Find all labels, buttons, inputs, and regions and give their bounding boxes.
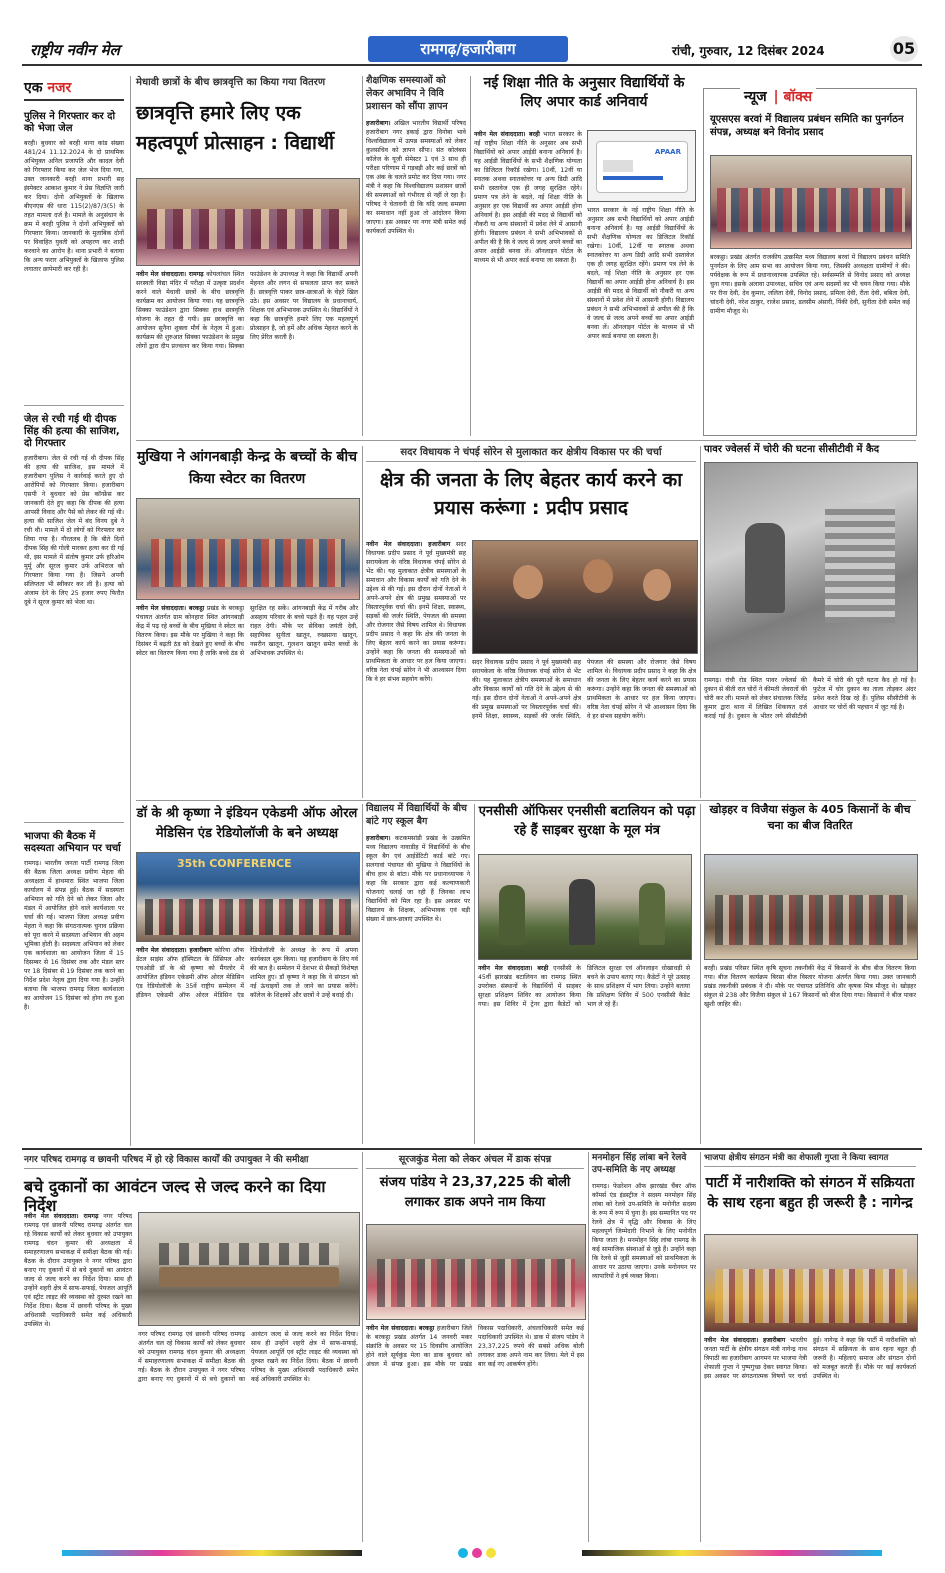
scholarship-headline: छात्रवृत्ति हमारे लिए एक महत्वपूर्ण प्रोत्साहन : विद्यार्थी bbox=[136, 102, 335, 154]
pradeep-text-cont: सदर विधायक प्रदीप प्रसाद ने पूर्व मुख्यमंत्री सह सरायकेला के वरिष्ठ विधायक चंपई सोरेन से भेंट की। यह मुलाकात क्षेत्रीय समस्याओं के समाधान और विकास कार्यों को गति देने के उद्देश्य से की गई। इस दौरान दोनों नेताओं ने अपने-अपने क्षेत्र की प्रमुख समस्याओं पर विस्तारपूर्वक चर्चा की। इनमें शिक्षा, स्वास्थ्य, सड़कों की जर्जर स्थिति, पेयजल की समस्या और रोजगार जैसे विषय शामिल थे। विधायक प्रदीप प्रसाद ने कहा कि क्षेत्र की जनता के लिए बेहतर कार्य करने का प्रयास करूंगा। उन्होंने कहा कि जनता की समस्याओं को प्राथमिकता के आधार पर हल किया जाएगा। वरिष्ठ नेता चंपई सोरेन ने भी आश्वासन दिया कि वे हर संभव सहयोग करेंगे। bbox=[472, 659, 696, 720]
shops-body-left bbox=[24, 1212, 132, 1538]
women-text: भारतीय जनता पार्टी के क्षेत्रीय संगठन मंत्री नागेन्द्र नाथ त्रिपाठी का हजारीबाग आगमन पर भाजपा नेत्री शेफाली गुप्ता ने पुष्पगुच्छ देकर स्वागत किया। इस अवसर पर संगठनात्मक विषयों पर चर्चा हुई। नागेन्द्र ने कहा कि पार्टी में नारीशक्ति को संगठन में सक्रियता के साथ रहना बहुत ही जरूरी है। महिलाएं समाज और संगठन दोनों को मजबूत करती हैं। मौके पर कई कार्यकर्ता उपस्थित थे। bbox=[704, 1337, 916, 1380]
brief3-headline: भाजपा की बैठक में सदस्यता अभियान पर चर्चा bbox=[24, 831, 121, 854]
story-shops bbox=[24, 1152, 358, 1542]
doctor-byline: नवीन मेल संवाददाता। हजारीबाग bbox=[136, 947, 212, 954]
page-number: 05 bbox=[890, 36, 918, 62]
section-banner bbox=[368, 36, 568, 62]
anganwadi-body bbox=[136, 604, 358, 796]
news-box-photo bbox=[710, 155, 912, 249]
story-pradeep bbox=[366, 444, 696, 796]
apaar-text-cont: भारत सरकार के नई राष्ट्रीय शिक्षा नीति के अनुसार अब सभी विद्यार्थियों को अपार आईडी बनाना अनिवार्य है। यह आईडी विद्यार्थियों के सभी शैक्षणिक योग्यता का डिजिटल रिकॉर्ड रखेगा। 10वीं, 12वीं या स्नातक अथवा स्नातकोत्तर या अन्य डिग्री आदि सभी दस्तावेज एक ही जगह सुरक्षित रहेंगे। प्रमाण पत्र लेने के बदले, नई शिक्षा नीति के अनुसार हर एक विद्यार्थी का अपार आईडी होना अनिवार्य है। इस आईडी की मदद से विद्यार्थी को नौकरी या अन्य संस्थानों में प्रवेश लेने में आसानी होगी। विद्यालय प्रबंधन ने सभी अभिभावकों से अपील की है कि वे जल्द से जल्द अपने बच्चों का अपार आईडी बनवा लें। ऑनलाइन पोर्टल के माध्यम से भी अपार कार्ड बनाया जा सकता है। bbox=[587, 207, 694, 340]
box-label: बॉक्स bbox=[783, 89, 813, 105]
pradeep-photo bbox=[472, 540, 698, 654]
ncc-byline: नवीन मेल संवाददाता। बरही bbox=[478, 965, 549, 972]
apaar-body-left bbox=[474, 130, 582, 430]
sanjay-body bbox=[366, 1324, 584, 1538]
pradeep-byline: नवीन मेल संवाददाता। हजारीबाग bbox=[366, 541, 451, 548]
sanjay-kicker: सूरजकुंड मेला को लेकर अंचल में डाक संपन्न bbox=[398, 1154, 552, 1165]
pradeep-body-left bbox=[366, 540, 466, 794]
pradeep-kicker: सदर विधायक ने चंपई सोरेन से मुलाकात कर क्षेत्रीय विकास पर की चर्चा bbox=[400, 447, 662, 458]
abvp-kicker: शैक्षणिक समस्याओं को लेकर अभाविप ने विवि प्रशासन को सौंपा ज्ञापन bbox=[366, 75, 448, 112]
conference-banner: 35th CONFERENCE bbox=[177, 857, 292, 870]
shops-text: नगर परिषद रामगढ़ एवं छावनी परिषद रामगढ़ अंतर्गत चल रहे विकास कार्यों को लेकर बुधवार को उपायुक्त रामगढ़ चंदन कुमार की अध्यक्षता में समाहरणालय सभाकक्ष में समीक्षा बैठक की गई। बैठक के दौरान उपायुक्त ने नगर परिषद द्वारा बनाए गए दुकानों में से बचे दुकानों का आवंटन जल्द से जल्द करने का निर्देश दिया। साथ ही उन्होंने शहरी क्षेत्र में साफ-सफाई, पेयजल आपूर्ति एवं स्ट्रीट लाइट की व्यवस्था को दुरुस्त रखने का निर्देश दिया। बैठक में छावनी परिषद के मुख्य अधिशासी पदाधिकारी समेत कई अधिकारी उपस्थित थे। bbox=[24, 1213, 132, 1328]
women-headline: पार्टी में नारीशक्ति को संगठन में सक्रियता के साथ रहना बहुत ही जरूरी है : नागेन्द्र bbox=[705, 1175, 915, 1211]
label-nazar: नजर bbox=[47, 80, 72, 96]
seed-headline: खोड़हर व विजैया संकुल के 405 किसानों के बीच चना का बीज वितरित bbox=[709, 803, 911, 832]
pradeep-body-right bbox=[472, 658, 696, 794]
ncc-headline: एनसीसी ऑफिसर एनसीसी बटालियन को पढ़ा रहे हैं साइबर सुरक्षा के मूल मंत्र bbox=[478, 804, 696, 838]
sanjay-text: हजारीबाग जिले के बरकट्ठा प्रखंड अंतर्गत 14 जनवरी मकर संक्रांति के अवसर पर 15 दिवसीय आयोजित होने वाले सूर्यकुंड मेला का डाक बुधवार को अंचल में संपन्न हुआ। इस मौके पर प्रखंड विकास पदाधिकारी, अंचलाधिकारी समेत कई पदाधिकारी उपस्थित थे। डाक में संजय पांडेय ने 23,37,225 रुपये की सबसे अधिक बोली लगाकर डाक अपने नाम कर लिया। मेले में इस बार कई नए आकर्षण होंगे। bbox=[366, 1325, 584, 1368]
story-ncc bbox=[478, 802, 696, 1142]
anganwadi-byline: नवीन मेल संवाददाता। बरकट्ठा bbox=[136, 605, 205, 612]
shops-kicker: नगर परिषद रामगढ़ व छावनी परिषद में हो रहे विकास कार्यों की उपायुक्त ने की समीक्षा bbox=[24, 1155, 309, 1165]
story-apaar bbox=[474, 74, 694, 434]
cctv-photo bbox=[704, 462, 918, 672]
sanjay-headline: संजय पांडेय ने 23,37,225 की बोली लगाकर डाक अपने नाम किया bbox=[379, 1175, 571, 1210]
news-box-label: न्यूज | बॉक्स bbox=[740, 87, 816, 106]
scholarship-text: कोयलांचल स्थित सरस्वती विद्या मंदिर में परीक्षा में उत्कृष्ट प्रदर्शन करने वाले मेधावी छात्रों के बीच छात्रवृत्ति कार्यक्रम का आयोजन किया गया। यह छात्रवृत्ति सिक्का फाउंडेशन द्वारा सिक्का हाथ छात्रवृत्ति योजना के तहत दी गयी। इस छात्रवृत्ति का आयोजन सुनैना शुक्ला मौर्य के नेतृत्व में हुआ। कार्यक्रम की शुरुआत सिक्का फाउंडेशन के प्रमुख लोगों द्वारा दीप प्रज्वलन कर किया गया। सिक्का फाउंडेशन के उपाध्यक्ष ने कहा कि विद्यार्थी अपनी मेहनत और लगन से सफलता प्राप्त कर सकते हैं। छात्रवृत्ति पाकर छात्र-छात्राओं के चेहरे खिल उठे। इस अवसर पर विद्यालय के प्रधानाचार्य, शिक्षक एवं अभिभावक उपस्थित थे। विद्यार्थियों ने कहा कि छात्रवृत्ति हमारे लिए एक महत्वपूर्ण प्रोत्साहन है, जो हमें और अधिक मेहनत करने के लिए प्रेरित करती है। bbox=[136, 271, 358, 350]
story-schoolbag bbox=[366, 802, 470, 1142]
story-railway bbox=[592, 1152, 696, 1542]
abvp-text: अखिल भारतीय विद्यार्थी परिषद हजारीबाग नगर इकाई द्वारा विनोबा भावे विश्वविद्यालय में उत्पन्न समस्याओं को लेकर कुलसचिव को ज्ञापन सौंपा। संत कोलंबस कॉलेज के यूजी सेमेस्टर 1 एवं 3 साथ ही परीक्षा परिणाम में गड़बड़ी और कई छात्रों को एक अंक के चलते प्रमोट कर दिया गया। नगर मंत्री ने कहा कि विश्वविद्यालय प्रशासन छात्रों की समस्याओं को गंभीरता से नहीं ले रहा है। परिषद ने चेतावनी दी कि यदि जल्द समस्या का समाधान नहीं हुआ तो आंदोलन किया जाएगा। इस अवसर पर नगर मंत्री समेत कई कार्यकर्ता उपस्थित थे। bbox=[366, 120, 466, 235]
shops-body-right bbox=[138, 1330, 358, 1538]
scholarship-photo bbox=[136, 178, 360, 266]
women-byline: नवीन मेल संवाददाता। हजारीबाग bbox=[704, 1337, 786, 1344]
dateline: रांची, गुरुवार, 12 दिसंबर 2024 bbox=[672, 44, 825, 58]
theft-body: रामगढ़। रांची रोड स्थित पावर ज्वेलर्स की दुकान से बीती रात चोरों ने कीमती जेवरातों की चोरी कर ली। मामले को लेकर संचालक जितेंद्र कुमार द्वारा थाना में लिखित शिकायत दर्ज कराई गई है। दुकान के भीतर लगे सीसीटीवी कैमरे में चोरी की पूरी घटना कैद हो गई है। फुटेज में चोर दुकान का ताला तोड़कर अंदर प्रवेश करते दिख रहे हैं। पुलिस सीसीटीवी के आधार पर चोरों की पहचान में जुट गई है। bbox=[704, 677, 916, 720]
ncc-photo bbox=[478, 854, 692, 960]
schoolbag-kicker: विद्यालय में विद्यार्थियों के बीच बांटे गए स्कूल बैग bbox=[366, 803, 467, 827]
shops-photo bbox=[138, 1212, 360, 1326]
women-body bbox=[704, 1336, 916, 1538]
ncc-text: एनसीसी के 45वीं झारखंड बटालियन का रामगढ़ स्थित उपरोक्त संस्थानों के विद्यार्थियों में साइबर सुरक्षा प्रशिक्षण शिविर का आयोजन किया गया। इस शिविर में ट्रेनर द्वारा कैडेटों को डिजिटल सुरक्षा एवं ऑनलाइन धोखाधड़ी से बचने के उपाय बताए गए। कैडेटों ने पूरे उत्साह के साथ प्रशिक्षण में भाग लिया। उन्होंने बताया कि प्रशिक्षण शिविर में 500 एनसीसी कैडेट भाग ले रहे हैं। bbox=[478, 965, 690, 1008]
pradeep-headline: क्षेत्र की जनता के लिए बेहतर कार्य करने का प्रयास करूंगा : प्रदीप प्रसाद bbox=[379, 469, 683, 519]
story-scholarship bbox=[136, 74, 358, 432]
news-box-headline: यूएसएस बरवां में विद्यालय प्रबंधन समिति का पुनर्गठन संपन्न, अध्यक्ष बने विनोद प्रसाद bbox=[710, 114, 904, 138]
brief3-body: रामगढ़। भारतीय जनता पार्टी रामगढ़ जिला की बैठक जिला अध्यक्ष प्रवीण मेहता की अध्यक्षता में हाथमारा स्थित भाजपा जिला कार्यालय में संपन्न हुई। बैठक में सदस्यता अभियान को गति देने को लेकर जिला और मंडल में आयोजित होने वाले कार्यशाला पर चर्चा की गई। भाजपा जिला अध्यक्ष प्रवीण मेहता ने कहा कि संगठनात्मक चुनाव प्रक्रिया को पूरा करने में सदस्यता अभियान की अहम भूमिका होती है। सदस्यता अभियान को लेकर एक कार्यशाला का आयोजन जिला में 15 दिसम्बर से 16 दिसंबर तक और मंडल स्तर पर 18 दिसंबर से 19 दिसंबर तक करने का निर्देश प्रदेश नेतृत्व द्वारा दिया गया है। उन्होंने बताया कि भाजपा रामगढ़ जिला कार्यशाला का आयोजन 15 दिसंबर को होना तय हुआ है। bbox=[24, 860, 124, 1011]
apaar-headline: नई शिक्षा नीति के अनुसार विद्यार्थियों के लिए अपार कार्ड अनिवार्य bbox=[483, 75, 685, 110]
story-abvp bbox=[366, 74, 466, 434]
story-women bbox=[704, 1152, 916, 1542]
schoolbag-text: कटकमसांडी प्रखंड के उत्क्रमित मध्य विद्यालय नावाडीह में विद्यार्थियों के बीच स्कूल बैग एवं आईडेंटिटी कार्ड बांटे गए। सलगावां पंचायत की मुखिया ने विद्यार्थियों के बीच हाथ से बांटा। मौके पर प्रधानाध्यापक ने कहा कि सरकार द्वारा कई कल्याणकारी योजनाएं चलाई जा रही हैं जिनका लाभ विद्यार्थियों को मिल रहा है। इस अवसर पर विद्यालय के शिक्षक, अभिभावक एवं बड़ी संख्या में छात्र-छात्राएं उपस्थित थे। bbox=[366, 835, 470, 923]
story-doctor bbox=[136, 804, 358, 1144]
news-box bbox=[703, 88, 917, 436]
scholarship-body bbox=[136, 270, 358, 428]
seed-photo bbox=[704, 854, 918, 960]
brief2-headline: जेल से रची गई थी दीपक सिंह की हत्या की साजिश, दो गिरफ्तार bbox=[24, 414, 120, 449]
railway-kicker: मनमोहन सिंह लांबा बने रेलवे उप-समिति के नए अध्यक्ष bbox=[592, 1153, 687, 1175]
doctor-text: कोरिया ऑफ डेंटल साइंस ऑफ हॉस्पिटल के प्रिंसिपल और एचओडी डॉ के श्री कृष्णा को मैंगलोर में आयोजित इंडियन एकेडमी ऑफ ओरल मेडिसिन एंड रेडियोलॉजी के 35वें राष्ट्रीय सम्मेलन में इंडियन एकेडमी ऑफ ओरल मेडिसिन एंड रेडियोलॉजी के अध्यक्ष के रूप में अपना कार्यकाल शुरू किया। यह हजारीबाग के लिए गर्व की बात है। सम्मेलन में देशभर से सैकड़ों विशेषज्ञ शामिल हुए। डॉ कृष्णा ने कहा कि वे संगठन को नई ऊंचाइयों तक ले जाने का प्रयास करेंगे। कॉलेज के शिक्षकों और छात्रों ने उन्हें बधाई दी। bbox=[136, 947, 358, 999]
story-seed bbox=[704, 802, 916, 1142]
seed-body: बरही। प्रखंड परिसर स्थित कृषि सूचना तकनीकी केंद्र में किसानों के बीच बीज वितरण किया गया। बीज वितरण कार्यक्रम बिरसा बीज विस्तार योजना अंतर्गत किया गया। उक्त जानकारी प्रखंड तकनीकी प्रबंधक ने दी। मौके पर पंचायत प्रतिनिधि और कृषक मित्र मौजूद थे। खोड़हर संकुल से 238 और विजैया संकुल से 167 किसानों को बीज दिया गया। किसानों ने बीज पाकर खुशी जाहिर की। bbox=[704, 965, 916, 1008]
story-theft bbox=[704, 444, 916, 796]
apaar-text: भारत सरकार के नई राष्ट्रीय शिक्षा नीति के अनुसार अब सभी विद्यार्थियों को अपार आईडी बनाना अनिवार्य है। यह आईडी विद्यार्थियों के सभी शैक्षणिक योग्यता का डिजिटल रिकॉर्ड रखेगा। 10वीं, 12वीं या स्नातक अथवा स्नातकोत्तर या अन्य डिग्री आदि सभी दस्तावेज एक ही जगह सुरक्षित रहेंगे। प्रमाण पत्र लेने के बदले, नई शिक्षा नीति के अनुसार हर एक विद्यार्थी का अपार आईडी होना अनिवार्य है। इस आईडी की मदद से विद्यार्थी को नौकरी या अन्य संस्थानों में प्रवेश लेने में आसानी होगी। विद्यालय प्रबंधन ने सभी अभिभावकों से अपील की है कि वे जल्द से जल्द अपने बच्चों का अपार आईडी बनवा लें। ऑनलाइन पोर्टल के माध्यम से भी अपार कार्ड बनाया जा सकता है। bbox=[474, 131, 582, 264]
sanjay-photo bbox=[366, 1224, 586, 1320]
railway-body: रामगढ़। फेडरेशन ऑफ झारखंड चैंबर ऑफ कॉमर्स एंड इंडस्ट्रीज ने सदस्य मनमोहन सिंह लांबा को रेलवे उप-समिति के मनोनीत सदस्य के रूप में रूप में चुना है। इस सम्मानित पद पर रेलवे क्षेत्र में वृद्धि और विकास के लिए महत्वपूर्ण जिम्मेदारी निभाने के लिए मनोनीत किया जाता है। मनमोहन सिंह लांबा रामगढ़ के कई सामाजिक संस्थाओं से जुड़े हैं। उन्होंने कहा कि रेलवे से जुड़ी समस्याओं को प्राथमिकता के आधार पर उठाया जाएगा। उनके मनोनयन पर व्यापारियों ने हर्ष व्यक्त किया। bbox=[592, 1183, 696, 1280]
apaar-body-right bbox=[587, 206, 694, 430]
brief1-body: बरही। बुधवार को बरही थाना कांड संख्या 481/24 11.12.2024 के दो प्राथमिक अभियुक्त अनिल प्रजापति और कादल देवी को गिरफ्तार किया कर जेल भेज दिया गया, उक्त जानकारी बरही थाना प्रभारी सह इंस्पेक्टर आकाश कुमार ने प्रेस विज्ञप्ति जारी कर दिया। दोनो अभियुक्तों के खिलाफ बीएनएस की धारा 115(2)/87/3(5) के तहत मामला दर्ज है। मामले के अनुसंधान के क्रम में बरही पुलिस ने दोनों अभियुक्तों को गिरफ्तार किया। जानकारी के मुताबिक दोनों पर विवाहित युवती को अपहरण कर शादी करवाने का आरोप है। थाना प्रभारी ने बताया कि अन्य फरार अभियुक्तों के खिलाफ पुलिस लगातार छापेमारी कर रही है। bbox=[24, 140, 124, 273]
schoolbag-body bbox=[366, 834, 470, 1130]
news-label: न्यूज bbox=[744, 89, 767, 105]
anganwadi-photo bbox=[136, 498, 360, 600]
ek-nazar-column bbox=[24, 78, 124, 1138]
ek-nazar-label bbox=[24, 78, 124, 101]
ncc-body bbox=[478, 964, 690, 1140]
masthead: राष्ट्रीय नवीन मेल bbox=[30, 41, 120, 59]
apaar-byline: नवीन मेल संवाददाता। बरही bbox=[474, 131, 540, 138]
scholarship-byline: नवीन मेल संवाददाता। रामगढ़ bbox=[136, 271, 204, 278]
doctor-photo bbox=[136, 852, 360, 942]
apaar-card-photo bbox=[587, 130, 696, 202]
news-box-body: बरकट्ठा। प्रखंड अंतर्गत राजकीय उत्क्रमित मध्य विद्यालय बरवां में विद्यालय प्रबंधन समिति पुनर्गठन के लिए आम सभा का आयोजन किया गया, जिसकी अध्यक्षता ग्रामीणों ने की। पर्यवेक्षक के रूप में प्रधानाध्यापक उपस्थित रहे। सर्वसम्मति से विनोद प्रसाद को अध्यक्ष चुना गया। इसके अलावा उपाध्यक्ष, सचिव एवं अन्य सदस्यों का भी चयन किया गया। मौके पर रीना देवी, देव कुमार, ललिता देवी, विनोद प्रसाद, प्रमिला देवी, रीता देवी, बबिता देवी, चांदनी देवी, नरेश ठाकुर, राजेश प्रसाद, डलसीम अंसारी, पिंकी देवी, सुनीता देवी समेत कई ग्रामीण मौजूद थे। bbox=[710, 254, 910, 315]
scholarship-kicker: मेधावी छात्रों के बीच छात्रवृत्ति का किया गया वितरण bbox=[136, 77, 326, 88]
abvp-byline: हजारीबाग। bbox=[366, 120, 391, 127]
doctor-headline: डॉ के श्री कृष्णा ने इंडियन एकेडमी ऑफ ओरल मेडिसिन एंड रेडियोलॉजी के बने अध्यक्ष bbox=[136, 806, 358, 841]
women-photo bbox=[704, 1234, 918, 1332]
brief2-body: हजारीबाग। जेल से रची गई थी दीपक सिंह की हत्या की साजिश, इस मामले में हजारीबाग पुलिस ने कार्रवाई करते हुए दो आरोपियों को गिरफ्तार किया। हजारीबाग एसपी ने बुधवार को प्रेस कॉन्फ्रेंस कर जानकारी देते हुए कहा कि दीपक की हत्या आपसी विवाद और पैसे को लेकर की गई थी। हत्या की साजिश जेल में बंद विनय दुबे ने रची थी। मामले में दो लोगों को गिरफ्तार कर लिया गया है। गौरतलब है कि बीते दिनों दीपक सिंह की गोली मारकर हत्या कर दी गई थी, इस मामले में संतोष कुमार उर्फ हरिओम मुर्मू और सूरज कुमार उर्फ अभिराज को गिरफ्तार किया गया है। जिसने अपनी संलिप्तता भी स्वीकार कर ली है। हत्या को अंजाम देने के लिए 25 हजार रुपए फिरौत दूबे ने सूरज कुमार को भेजा था। bbox=[24, 455, 124, 606]
doctor-body bbox=[136, 946, 358, 1142]
schoolbag-byline: हजारीबाग। bbox=[366, 835, 391, 842]
anganwadi-text: प्रखंड के बरकट्ठा पंचायत अंतर्गत ग्राम कोनहारा स्थित आंगनबाड़ी केंद्र में पढ़ रहे बच्चों के बीच मुखिया ने स्वेटर का वितरण किया। इस मौके पर मुखिया ने कहा कि दिसंबर में बढ़ती ठंड को देखते हुए बच्चों के बीच स्वेटर का वितरण किया गया है ताकि बच्चे ठंड से सुरक्षित रह सकें। आंगनबाड़ी केंद्र में गरीब और असहाय परिवार के बच्चे पढ़ते हैं। यह पहल उन्हें राहत देगी। मौके पर सेविका जयंती देवी, सहायिका सुनीता खातून, रुखसाना खातून, नसरीन खातून, गुलशन खातून समेत बच्चों के अभिभावक उपस्थित थे। bbox=[136, 605, 358, 657]
pradeep-text: सदर विधायक प्रदीप प्रसाद ने पूर्व मुख्यमंत्री सह सरायकेला के वरिष्ठ विधायक चंपई सोरेन से भेंट की। यह मुलाकात क्षेत्रीय समस्याओं के समाधान और विकास कार्यों को गति देने के उद्देश्य से की गई। इस दौरान दोनों नेताओं ने अपने-अपने क्षेत्र की प्रमुख समस्याओं पर विस्तारपूर्वक चर्चा की। इनमें शिक्षा, स्वास्थ्य, सड़कों की जर्जर स्थिति, पेयजल की समस्या और रोजगार जैसे विषय शामिल थे। विधायक प्रदीप प्रसाद ने कहा कि क्षेत्र की जनता के लिए बेहतर कार्य करने का प्रयास करूंगा। उन्होंने कहा कि जनता की समस्याओं को प्राथमिकता के आधार पर हल किया जाएगा। वरिष्ठ नेता चंपई सोरेन ने भी आश्वासन दिया कि वे हर संभव सहयोग करेंगे। bbox=[366, 541, 466, 683]
apaar-card-label: APAAR bbox=[654, 148, 681, 156]
shops-byline: नवीन मेल संवाददाता। रामगढ़ bbox=[24, 1213, 99, 1220]
theft-headline: पावर ज्वेलर्स में चोरी की घटना सीसीटीवी में कैद bbox=[704, 444, 880, 455]
label-ek: एक bbox=[24, 80, 43, 96]
story-sanjay bbox=[366, 1152, 584, 1542]
brief1-headline: पुलिस ने गिरफ्तार कर दो को भेजा जेल bbox=[24, 111, 116, 134]
footer-color-bar bbox=[22, 1548, 922, 1558]
sanjay-byline: नवीन मेल संवाददाता। बरकट्ठा bbox=[366, 1325, 435, 1332]
section-title: रामगढ़/हजारीबाग bbox=[420, 40, 516, 58]
women-kicker: भाजपा क्षेत्रीय संगठन मंत्री का शेफाली गुप्ता ने किया स्वागत bbox=[704, 1153, 889, 1163]
page-header bbox=[22, 36, 922, 62]
shops-headline: बचे दुकानों का आवंटन जल्द से जल्द करने का दिया निर्देश bbox=[24, 1177, 326, 1216]
story-anganwadi bbox=[136, 446, 358, 796]
anganwadi-headline: मुखिया ने आंगनबाड़ी केन्द्र के बच्चों के बीच किया स्वेटर का वितरण bbox=[136, 449, 358, 487]
shops-text-cont: नगर परिषद रामगढ़ एवं छावनी परिषद रामगढ़ अंतर्गत चल रहे विकास कार्यों को लेकर बुधवार को उपायुक्त रामगढ़ चंदन कुमार की अध्यक्षता में समाहरणालय सभाकक्ष में समीक्षा बैठक की गई। बैठक के दौरान उपायुक्त ने नगर परिषद द्वारा बनाए गए दुकानों में से बचे दुकानों का आवंटन जल्द से जल्द करने का निर्देश दिया। साथ ही उन्होंने शहरी क्षेत्र में साफ-सफाई, पेयजल आपूर्ति एवं स्ट्रीट लाइट की व्यवस्था को दुरुस्त रखने का निर्देश दिया। बैठक में छावनी परिषद के मुख्य अधिशासी पदाधिकारी समेत कई अधिकारी उपस्थित थे। bbox=[138, 1331, 358, 1383]
abvp-body bbox=[366, 119, 466, 419]
